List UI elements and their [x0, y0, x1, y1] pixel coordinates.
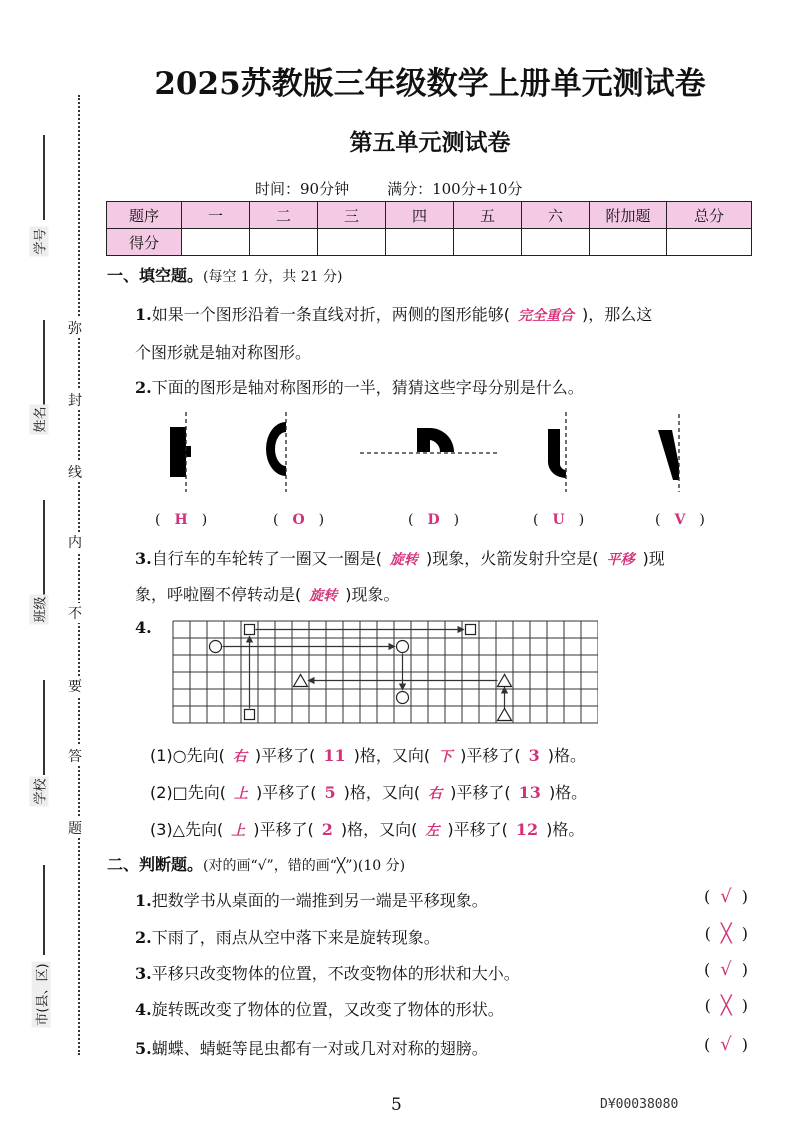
question-text: 下面的图形是轴对称图形的一半，猜猜这些字母分别是什么。	[151, 378, 584, 397]
half-letter-v	[658, 414, 679, 492]
question-text: )现	[642, 549, 665, 568]
question-number: 4.	[135, 1000, 152, 1019]
question-number: 4.	[135, 618, 152, 637]
header-cell: 题序	[107, 202, 182, 229]
translation-grid	[172, 620, 598, 724]
side-label-district: 市(县、区)	[32, 961, 51, 1027]
judgment-2	[135, 925, 440, 948]
text: )格，又向(	[340, 820, 418, 839]
row-label: 得分	[107, 229, 182, 256]
question-text: 把数学书从桌面的一端推到另一端是平移现象。	[151, 891, 488, 910]
text: )平移了(	[450, 783, 511, 802]
question-text: )现象。	[345, 585, 400, 604]
text: )平移了(	[254, 746, 316, 765]
half-letter-u	[548, 412, 566, 492]
score-table-score-row	[107, 229, 752, 256]
seal-char: 不	[68, 603, 82, 623]
score-cell[interactable]	[522, 229, 590, 256]
triangle-shape	[498, 709, 512, 721]
score-cell[interactable]	[250, 229, 318, 256]
letter-answer: ( U )	[533, 512, 585, 528]
answer: 11	[323, 746, 346, 765]
judgment-mark: ( √ )	[704, 886, 748, 907]
text: )平移了(	[253, 820, 314, 839]
answer: √	[720, 959, 732, 980]
text: (2)□先向(	[150, 783, 227, 802]
side-label-class: 班级	[30, 594, 49, 624]
header-cell: 三	[318, 202, 386, 229]
question-text: 下雨了，雨点从空中落下来是旋转现象。	[151, 928, 440, 947]
score-table	[106, 201, 752, 256]
answer: ╳	[720, 923, 732, 944]
page-number: 5	[391, 1095, 402, 1115]
question-number: 1.	[135, 891, 152, 910]
half-letter-d	[360, 428, 500, 453]
score-cell[interactable]	[386, 229, 454, 256]
header-cell: 五	[454, 202, 522, 229]
side-label-school: 学校	[30, 776, 49, 806]
text: )平移了(	[460, 746, 521, 765]
answer: 右	[232, 749, 247, 765]
question-4-item	[150, 817, 584, 840]
question-text: 旋转既改变了物体的位置，又改变了物体的形状。	[151, 1000, 504, 1019]
question-text: 象，呼啦圈不停转动是(	[135, 585, 302, 604]
letter-answer: ( D )	[408, 512, 460, 528]
answer: 上	[234, 786, 249, 802]
answer: 2	[321, 820, 333, 839]
answer: 左	[425, 823, 440, 839]
text: )格。	[548, 783, 588, 802]
answer: 右	[428, 786, 443, 802]
unit-title: 第五单元测试卷	[349, 129, 511, 156]
question-4-number	[135, 618, 152, 637]
square-shape	[245, 710, 255, 720]
seal-char: 要	[68, 676, 82, 696]
answer: 12	[515, 820, 539, 839]
triangle-shape	[294, 675, 308, 687]
seal-char: 内	[68, 532, 82, 552]
text: )平移了(	[256, 783, 317, 802]
question-text: 自行车的车轮转了一圈又一圈是(	[151, 549, 382, 568]
answer: 完全重合	[517, 308, 574, 324]
judgment-1	[135, 888, 488, 911]
full-score: 满分：100分+10分	[387, 180, 523, 198]
question-3	[135, 546, 665, 569]
answer: ╳	[720, 995, 732, 1016]
question-text: )现象，火箭发射升空是(	[425, 549, 599, 568]
letter-answer: ( V )	[655, 512, 705, 528]
header-cell: 一	[182, 202, 250, 229]
letter-answer: ( O )	[273, 512, 325, 528]
score-table-header-row	[107, 202, 752, 229]
square-shape	[466, 625, 476, 635]
question-text: 平移只改变物体的位置，不改变物体的形状和大小。	[151, 964, 520, 983]
section-title: 一、填空题。	[107, 266, 204, 285]
blank-line	[43, 865, 45, 955]
answer: D	[427, 512, 440, 528]
score-cell[interactable]	[454, 229, 522, 256]
blank-line	[43, 320, 45, 405]
answer: 13	[518, 783, 541, 802]
question-text: 如果一个图形沿着一条直线对折，两侧的图形能够(	[151, 305, 510, 324]
judgment-mark: ( ╳ )	[704, 923, 748, 944]
question-text: )，那么这	[581, 305, 653, 324]
seal-char: 封	[68, 390, 82, 410]
header-cell: 附加题	[590, 202, 667, 229]
header-cell: 四	[386, 202, 454, 229]
seal-char: 答	[68, 746, 82, 766]
letter-answer: ( H )	[155, 512, 208, 528]
text: )格。	[546, 820, 585, 839]
judgment-mark: ( √ )	[704, 959, 748, 980]
text: )格，又向(	[353, 746, 431, 765]
question-number: 3.	[135, 549, 152, 568]
circle-shape	[210, 641, 222, 653]
half-letter-o	[266, 412, 286, 492]
question-1-line2: 个图形就是轴对称图形。	[135, 343, 312, 362]
question-4-item	[150, 780, 587, 803]
page-title: 2025苏教版三年级数学上册单元测试卷	[154, 66, 706, 102]
text: )格，又向(	[343, 783, 421, 802]
square-shape	[245, 625, 255, 635]
judgment-mark: ( √ )	[704, 1034, 748, 1055]
question-number: 2.	[135, 378, 152, 397]
triangle-shape	[498, 675, 512, 687]
seal-char: 题	[68, 818, 82, 838]
circle-shape	[397, 641, 409, 653]
header-cell: 二	[250, 202, 318, 229]
answer: 旋转	[309, 588, 338, 604]
question-number: 1.	[135, 305, 152, 324]
section-note: (每空 1 分，共 21 分)	[203, 269, 343, 285]
exam-info	[255, 178, 560, 199]
half-letter-h	[170, 412, 191, 492]
score-cell[interactable]	[590, 229, 667, 256]
time-limit: 时间：90分钟	[255, 180, 350, 198]
seal-dotted-line	[78, 95, 80, 1055]
answer: 上	[231, 823, 246, 839]
question-number: 5.	[135, 1039, 152, 1058]
question-text: 蝴蝶、蜻蜓等昆虫都有一对或几对对称的翅膀。	[151, 1039, 488, 1058]
section-1-heading	[107, 263, 342, 286]
judgment-4	[135, 997, 504, 1020]
answer: 5	[324, 783, 336, 802]
answer: 下	[438, 749, 453, 765]
answer: 3	[528, 746, 540, 765]
text: )平移了(	[447, 820, 508, 839]
seal-char: 线	[68, 462, 82, 482]
answer: U	[552, 512, 565, 528]
header-cell: 总分	[667, 202, 752, 229]
header-cell: 六	[522, 202, 590, 229]
judgment-5	[135, 1036, 488, 1059]
score-cell[interactable]	[667, 229, 752, 256]
score-cell[interactable]	[318, 229, 386, 256]
answer: √	[720, 1034, 732, 1055]
answer: √	[720, 886, 732, 907]
section-note: (对的画“√”，错的画“╳”)(10 分)	[203, 858, 406, 874]
judgment-3	[135, 961, 520, 984]
section-title: 二、判断题。	[107, 855, 204, 874]
section-2-heading	[107, 852, 405, 875]
answer: 平移	[606, 552, 635, 568]
question-3-line2	[135, 582, 400, 605]
question-1	[135, 302, 652, 325]
question-number: 3.	[135, 964, 152, 983]
text: )格。	[547, 746, 587, 765]
side-label-student-id: 学号	[30, 226, 49, 256]
answer: 旋转	[389, 552, 418, 568]
blank-line	[43, 680, 45, 775]
question-number: 2.	[135, 928, 152, 947]
judgment-mark: ( ╳ )	[704, 995, 748, 1016]
blank-line	[43, 500, 45, 595]
text: (3)△先向(	[150, 820, 224, 839]
answer: V	[674, 512, 686, 528]
question-4-item	[150, 743, 586, 766]
answer: H	[174, 512, 188, 528]
seal-char: 弥	[68, 318, 82, 338]
side-label-name: 姓名	[30, 404, 49, 434]
text: (1)○先向(	[150, 746, 225, 765]
half-letters-figure	[140, 410, 740, 500]
answer: O	[292, 512, 305, 528]
score-cell[interactable]	[182, 229, 250, 256]
question-2	[135, 375, 584, 398]
circle-shape	[397, 692, 409, 704]
watermark: D¥00038080	[600, 1097, 679, 1112]
